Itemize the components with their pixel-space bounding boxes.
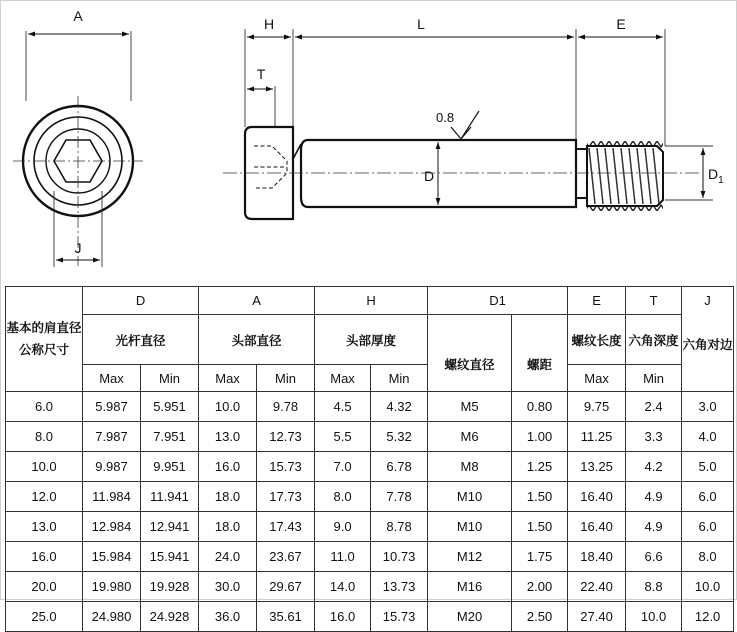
limit-h-max: Max (315, 365, 371, 392)
table-cell: 5.32 (371, 422, 428, 452)
table-cell: 4.9 (626, 482, 682, 512)
table-cell: 16.0 (315, 602, 371, 632)
table-cell: 29.67 (257, 572, 315, 602)
table-cell: 1.50 (512, 512, 568, 542)
table-cell: 24.980 (83, 602, 141, 632)
table-row (6, 392, 734, 422)
table-cell: 11.984 (83, 482, 141, 512)
table-cell: 6.0 (6, 392, 83, 422)
table-cell: 2.00 (512, 572, 568, 602)
table-cell: 9.0 (315, 512, 371, 542)
group-header-t: T (626, 287, 682, 315)
subhead-d: 光杆直径 (83, 315, 199, 365)
table-cell: 15.984 (83, 542, 141, 572)
table-cell: 10.0 (199, 392, 257, 422)
table-cell: 13.73 (371, 572, 428, 602)
table-cell: 5.987 (83, 392, 141, 422)
table-cell: 7.78 (371, 482, 428, 512)
table-cell: 12.0 (682, 602, 734, 632)
table-cell: 15.941 (141, 542, 199, 572)
table-cell: 9.75 (568, 392, 626, 422)
dimension-t-label: T (256, 66, 266, 82)
table-cell: 25.0 (6, 602, 83, 632)
table-cell: 8.0 (6, 422, 83, 452)
table-cell: 23.67 (257, 542, 315, 572)
roughness-value: 0.8 (436, 110, 455, 125)
table-cell: 10.0 (6, 452, 83, 482)
subhead-t: 六角深度 (626, 315, 682, 365)
table-cell: 10.73 (371, 542, 428, 572)
table-cell: 8.0 (315, 482, 371, 512)
table-cell: 4.9 (626, 512, 682, 542)
table-cell: 3.0 (682, 392, 734, 422)
table-cell: 30.0 (199, 572, 257, 602)
table-cell: 4.0 (682, 422, 734, 452)
table-cell: 19.980 (83, 572, 141, 602)
group-header-e: E (568, 287, 626, 315)
table-cell: 0.80 (512, 392, 568, 422)
table-row (6, 542, 734, 572)
table-cell: 12.73 (257, 422, 315, 452)
spec-table (5, 286, 734, 632)
table-cell: 4.2 (626, 452, 682, 482)
table-cell: M16 (428, 572, 512, 602)
end-view (13, 8, 143, 267)
table-cell: M10 (428, 512, 512, 542)
limit-d-min: Min (141, 365, 199, 392)
table-cell: 27.40 (568, 602, 626, 632)
table-cell: 11.941 (141, 482, 199, 512)
limit-t-min: Min (626, 365, 682, 392)
table-cell: 24.0 (199, 542, 257, 572)
table-cell: 2.50 (512, 602, 568, 632)
subhead-d1-diameter: 螺纹直径 (428, 315, 512, 392)
table-cell: 18.0 (199, 512, 257, 542)
group-header-row (6, 287, 734, 315)
table-cell: 18.0 (199, 482, 257, 512)
table-cell: 8.78 (371, 512, 428, 542)
limit-e-max: Max (568, 365, 626, 392)
side-view (223, 16, 724, 219)
table-row (6, 512, 734, 542)
limit-header-row (6, 365, 734, 392)
table-cell: 9.951 (141, 452, 199, 482)
table-cell: 18.40 (568, 542, 626, 572)
table-cell: 16.40 (568, 482, 626, 512)
table-cell: 12.941 (141, 512, 199, 542)
table-cell: 6.0 (682, 482, 734, 512)
subhead-e: 螺纹长度 (568, 315, 626, 365)
table-cell: 3.3 (626, 422, 682, 452)
table-cell: M6 (428, 422, 512, 452)
table-cell: 13.25 (568, 452, 626, 482)
table-cell: 1.25 (512, 452, 568, 482)
group-header-h: H (315, 287, 428, 315)
table-cell: 10.0 (626, 602, 682, 632)
corner-header: 基本的肩直径公称尺寸 (6, 287, 83, 392)
table-cell: 2.4 (626, 392, 682, 422)
dimension-l-label: L (417, 16, 425, 32)
table-row (6, 602, 734, 632)
table-cell: 36.0 (199, 602, 257, 632)
table-cell: M5 (428, 392, 512, 422)
table-cell: 22.40 (568, 572, 626, 602)
table-cell: 24.928 (141, 602, 199, 632)
table-cell: 1.00 (512, 422, 568, 452)
table-cell: 13.0 (199, 422, 257, 452)
table-cell: 4.32 (371, 392, 428, 422)
table-cell: 5.951 (141, 392, 199, 422)
table-cell: 9.987 (83, 452, 141, 482)
table-cell: M10 (428, 482, 512, 512)
table-cell: 15.73 (371, 602, 428, 632)
table-cell: 16.40 (568, 512, 626, 542)
table-cell: 19.928 (141, 572, 199, 602)
dimension-e-label: E (616, 16, 626, 32)
table-cell: 7.0 (315, 452, 371, 482)
table-cell: 12.0 (6, 482, 83, 512)
table-cell: 7.987 (83, 422, 141, 452)
dimension-h-label: H (263, 16, 275, 32)
table-cell: 35.61 (257, 602, 315, 632)
table-cell: 14.0 (315, 572, 371, 602)
table-cell: 11.0 (315, 542, 371, 572)
table-row (6, 422, 734, 452)
group-header-d1: D1 (428, 287, 568, 315)
table-cell: M12 (428, 542, 512, 572)
table-row (6, 452, 734, 482)
table-cell: 8.8 (626, 572, 682, 602)
dimension-j-label: J (74, 240, 82, 256)
table-cell: 6.6 (626, 542, 682, 572)
table-cell: 5.0 (682, 452, 734, 482)
subhead-h: 头部厚度 (315, 315, 428, 365)
limit-d-max: Max (83, 365, 141, 392)
table-cell: M8 (428, 452, 512, 482)
dimension-a-label: A (73, 8, 83, 24)
table-cell: 17.73 (257, 482, 315, 512)
table-cell: 1.50 (512, 482, 568, 512)
table-row (6, 482, 734, 512)
table-cell: M20 (428, 602, 512, 632)
table-cell: 12.984 (83, 512, 141, 542)
table-cell: 9.78 (257, 392, 315, 422)
dimension-d-label: D (423, 168, 435, 184)
subhead-d1-pitch: 螺距 (512, 315, 568, 392)
table-row (6, 572, 734, 602)
table-cell: 6.0 (682, 512, 734, 542)
table-cell: 1.75 (512, 542, 568, 572)
table-cell: 5.5 (315, 422, 371, 452)
roughness-symbol (451, 111, 479, 139)
group-header-a: A (199, 287, 315, 315)
subhead-a: 头部直径 (199, 315, 315, 365)
dimension-d1-label: $D_1$ (708, 166, 724, 186)
table-cell: 20.0 (6, 572, 83, 602)
table-cell: 6.78 (371, 452, 428, 482)
group-header-d: D (83, 287, 199, 315)
limit-a-max: Max (199, 365, 257, 392)
subheader-row (6, 315, 734, 365)
table-cell: 8.0 (682, 542, 734, 572)
limit-a-min: Min (257, 365, 315, 392)
table-cell: 17.43 (257, 512, 315, 542)
table-cell: 16.0 (6, 542, 83, 572)
table-cell: 11.25 (568, 422, 626, 452)
table-cell: 15.73 (257, 452, 315, 482)
table-cell: 13.0 (6, 512, 83, 542)
limit-h-min: Min (371, 365, 428, 392)
table-cell: 4.5 (315, 392, 371, 422)
table-cell: 7.951 (141, 422, 199, 452)
subhead-j: 六角对边 (682, 338, 733, 352)
group-header-j-letter: J (704, 293, 711, 308)
group-header-j (682, 287, 734, 392)
technical-drawing (1, 1, 736, 284)
table-cell: 16.0 (199, 452, 257, 482)
table-cell: 10.0 (682, 572, 734, 602)
